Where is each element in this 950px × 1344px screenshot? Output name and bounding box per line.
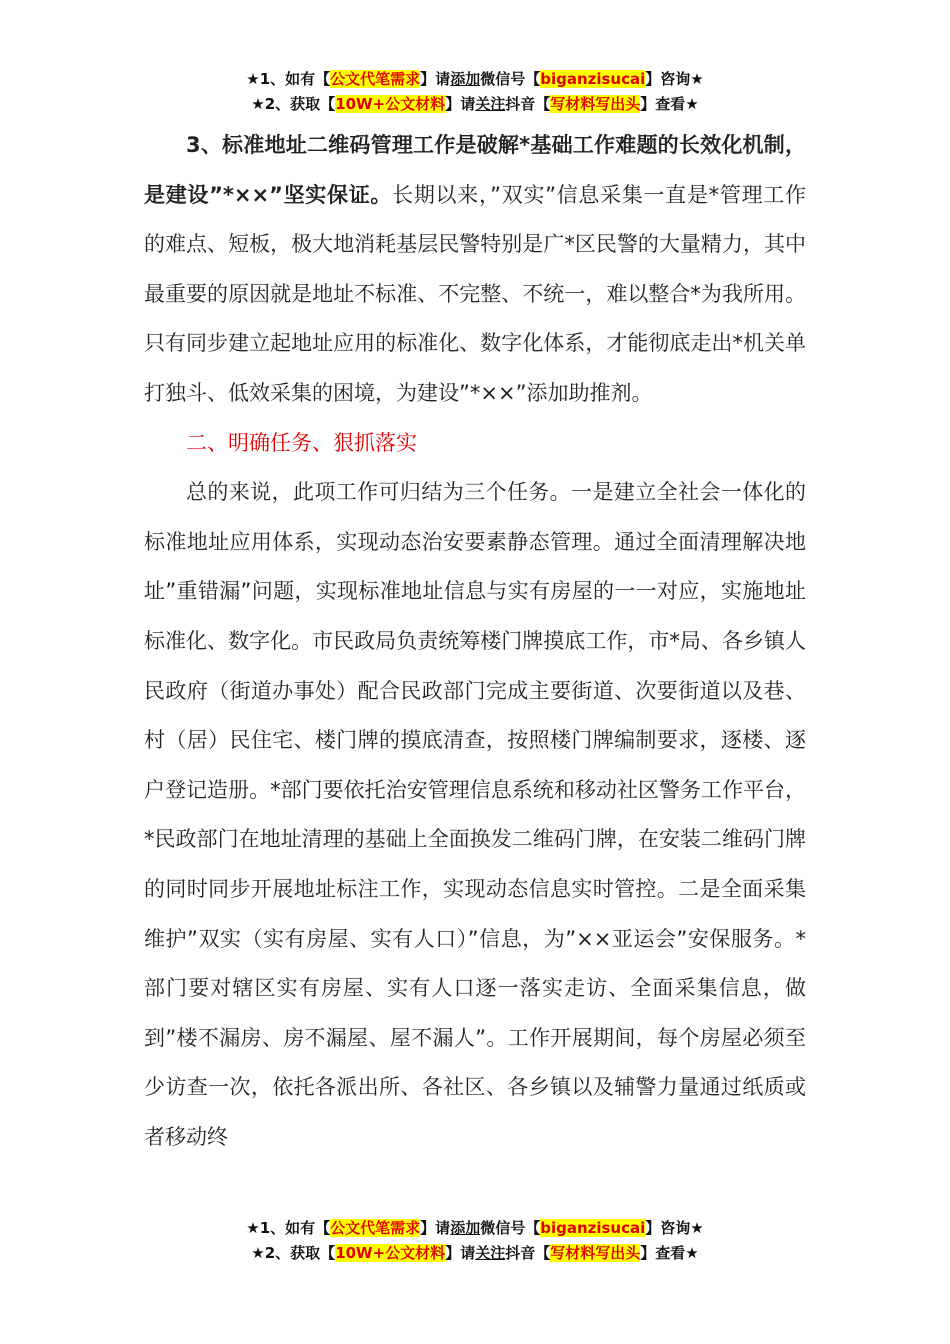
banner-text: 】查看★ — [640, 95, 699, 113]
banner-highlight: biganzisucai — [540, 70, 646, 88]
banner-text: 】咨询★ — [645, 1219, 704, 1237]
document-body — [144, 121, 806, 1162]
banner-highlight: 10W+公文材料 — [335, 1244, 446, 1262]
banner-text: 】请 — [420, 70, 451, 88]
banner-text: ★2、获取【 — [251, 95, 336, 113]
banner-highlight: 公文代笔需求 — [330, 1219, 421, 1237]
section-heading: 二、明确任务、狠抓落实 — [186, 430, 417, 455]
banner-highlight: 公文代笔需求 — [330, 70, 421, 88]
banner-text: 】请 — [445, 1244, 476, 1262]
banner-text: ★1、如有【 — [246, 70, 331, 88]
banner-text: 抖音【 — [505, 95, 551, 113]
banner-line-1 — [0, 1217, 950, 1239]
banner-underline: 关注 — [475, 95, 506, 113]
banner-text: 抖音【 — [505, 1244, 551, 1262]
banner-underline: 关注 — [475, 1244, 506, 1262]
banner-text: ★1、如有【 — [246, 1219, 331, 1237]
banner-text: 微信号【 — [480, 1219, 541, 1237]
banner-text: 】查看★ — [640, 1244, 699, 1262]
banner-underline: 添加 — [450, 1219, 481, 1237]
banner-line-1 — [0, 68, 950, 90]
banner-line-2 — [0, 93, 950, 115]
banner-highlight: 写材料写出头 — [550, 95, 641, 113]
banner-highlight: biganzisucai — [540, 1219, 646, 1237]
banner-text: 】请 — [445, 95, 476, 113]
banner-highlight: 10W+公文材料 — [335, 95, 446, 113]
banner-line-2 — [0, 1242, 950, 1264]
banner-text: 】咨询★ — [645, 70, 704, 88]
paragraph-1-lead: 3、标准地址二维码管理工作是破解*基础工作难题的长效化机制，是建设”*××”坚实保证。 — [144, 133, 806, 207]
paragraph-1 — [144, 121, 806, 419]
banner-text: 微信号【 — [480, 70, 541, 88]
banner-text: 】请 — [420, 1219, 451, 1237]
banner-highlight: 写材料写出头 — [550, 1244, 641, 1262]
banner-text: ★2、获取【 — [251, 1244, 336, 1262]
paragraph-2: 总的来说，此项工作可归结为三个任务。一是建立全社会一体化的标准地址应用体系，实现动态治安要素静态管理。通过全面清理解决地址”重错漏”问题，实现标准地址信息与实有房屋的一一对应，实施地址标准化、数字化。市民政局负责统筹楼门牌摸底工作，市*局、各乡镇人民政府（街道办事处）配合民政部门完成主要街道、次要街道以及巷、村（居）民住宅、楼门牌的摸底清查，按照楼门牌编制要求，逐楼、逐户登记造册。*部门要依托治安管理信息系统和移动社区警务工作平台，*民政部门在地址清理的基础上全面换发二维码门牌，在安装二维码门牌的同时同步开展地址标注工作，实现动态信息实时管控。二是全面采集维护”双实（实有房屋、实有人口）”信息，为”××亚运会”安保服务。*部门要对辖区实有房屋、实有人口逐一落实走访、全面采集信息，做到”楼不漏房、房不漏屋、屋不漏人”。工作开展期间，每个房屋必须至少访查一次，依托各派出所、各社区、各乡镇以及辅警力量通过纸质或者移动终 — [144, 480, 806, 1149]
paragraph-1-body: 长期以来，”双实”信息采集一直是*管理工作的难点、短板，极大地消耗基层民警特别是广*区民警的大量精力，其中最重要的原因就是地址不标准、不完整、不统一，难以整合*为我所用。只有同步建立起地址应用的标准化、数字化体系，才能彻底走出*机关单打独斗、低效采集的困境，为建设”*××”添加助推剂。 — [144, 182, 806, 405]
banner-underline: 添加 — [450, 70, 481, 88]
